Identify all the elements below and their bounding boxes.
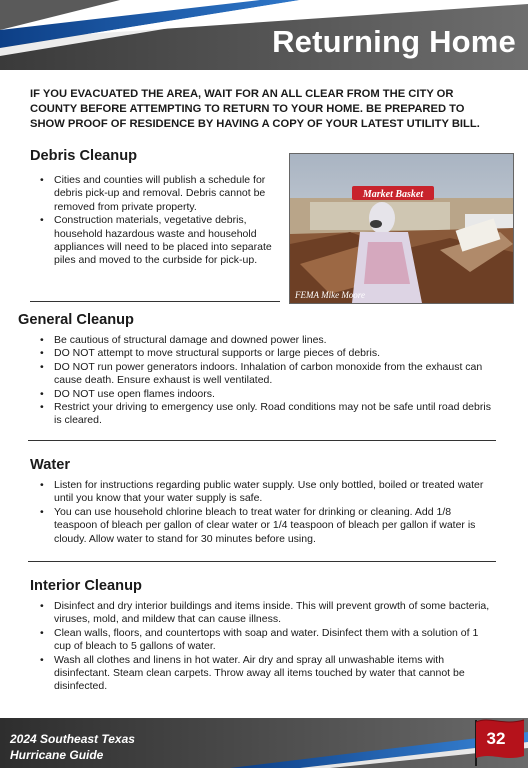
list-item: • Wash all clothes and linens in hot water. Air dry and spray all unwashable items with disinfectant. Steam clean carpets. Throw away all items touched by water that cannot be disinfected. <box>40 654 492 694</box>
guide-name <box>10 731 170 763</box>
list-item: • Cities and counties will publish a schedule for debris pick-up and removal. Debris cannot be removed from private property. <box>40 174 272 214</box>
list-item: • DO NOT use open flames indoors. <box>40 388 492 401</box>
debris-cleanup-heading: Debris Cleanup <box>30 148 138 164</box>
general-cleanup-heading: General Cleanup <box>18 312 134 328</box>
list-item: • Be cautious of structural damage and downed power lines. <box>40 334 492 347</box>
page-number: 32 <box>486 729 506 748</box>
section-divider <box>30 301 280 302</box>
list-item: • Clean walls, floors, and countertops with soap and water. Disinfect them with a solution of 1 cup of bleach to 5 gallons of water. <box>40 627 492 654</box>
list-item: • DO NOT run power generators indoors. Inhalation of carbon monoxide from the exhaust can cause death. Ensure exhaust is well ventilated. <box>40 361 492 388</box>
water-list <box>40 479 492 546</box>
list-item: • Listen for instructions regarding public water supply. Use only bottled, boiled or treated water until you know that your water supply is safe. <box>40 479 492 506</box>
list-item: • Construction materials, vegetative debris, household hazardous waste and household appliances will need to be placed into separate piles and moved to the curbside for pick-up. <box>40 214 272 268</box>
water-heading: Water <box>30 457 71 473</box>
debris-cleanup-list <box>40 174 272 268</box>
debris-cleanup-photo <box>289 153 514 304</box>
guide-name-line2: Hurricane Guide <box>10 748 104 762</box>
list-item: • Restrict your driving to emergency use only. Road conditions may not be safe until road debris is cleared. <box>40 401 492 428</box>
general-cleanup-list <box>40 334 492 428</box>
page-header <box>0 0 528 70</box>
guide-name-line1: 2024 Southeast Texas <box>10 732 135 746</box>
list-item: • Disinfect and dry interior buildings and items inside. This will prevent growth of some bacteria, viruses, mold, and mildew that can cause illness. <box>40 600 492 627</box>
interior-cleanup-list <box>40 600 492 694</box>
section-divider <box>28 440 496 441</box>
list-item: • DO NOT attempt to move structural supports or large pieces of debris. <box>40 347 492 360</box>
page-title: Returning Home <box>272 24 516 59</box>
photo-illustration <box>290 154 513 303</box>
store-sign-text: Market Basket <box>362 189 424 200</box>
intro-notice: IF YOU EVACUATED THE AREA, WAIT FOR AN ALL CLEAR FROM THE CITY OR COUNTY BEFORE ATTEMPTING TO RETURN TO YOUR HOME. BE PREPARED TO SHOW PROOF OF RESIDENCE BY HAVING A COPY OF YOUR LATEST UTILITY BILL. <box>30 88 480 130</box>
list-item: • You can use household chlorine bleach to treat water for drinking or cleaning. Add 1/8 teaspoon of bleach per gallon of clear water or 1/4 teaspoon of bleach per gallon if water is cloudy. Allow water to stand for 30 minutes before using. <box>40 506 492 546</box>
photo-credit: FEMA Mike Moore <box>295 290 365 300</box>
interior-cleanup-heading: Interior Cleanup <box>30 578 142 594</box>
section-divider <box>28 561 496 562</box>
